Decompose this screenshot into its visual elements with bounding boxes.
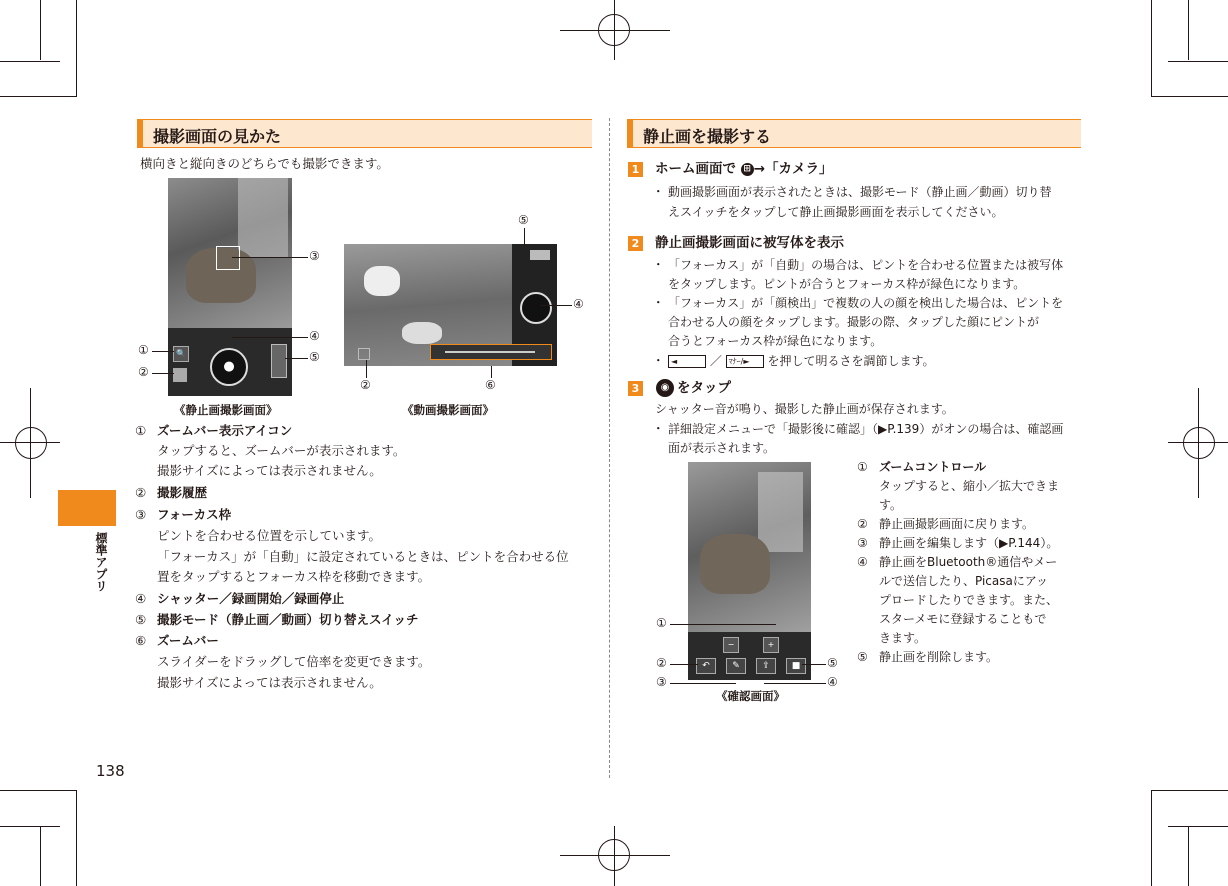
item-desc: プロードしたりできます。また、 [879,593,1059,607]
callout-2: ② [138,365,149,379]
bullet-text: 「フォーカス」が「顔検出」で複数の人の顔を検出した場合は、ピントを [668,296,1064,310]
bullet-text: 「フォーカス」が「自動」の場合は、ピントを合わせる位置または被写体 [668,258,1064,272]
callout-6: ⑥ [485,378,496,392]
zoom-bar-icon[interactable]: 🔍 [173,346,189,362]
callout-line [540,305,572,306]
step-number: 2 [628,236,643,251]
focus-frame [216,246,240,270]
item-number: ⑤ [135,612,147,627]
manner-key: ﾏﾅｰ/► [726,355,764,368]
registration-mark [1183,427,1215,459]
callout-line [152,351,174,352]
item-number: ③ [857,536,868,550]
item-number: ④ [135,591,147,606]
intro-text: 横向きと縦向きのどちらでも撮影できます。 [140,156,389,171]
section-title: 撮影画面の見かた [153,127,282,146]
crop-mark [1168,826,1228,827]
crop-mark [0,790,77,791]
item-number: ② [135,485,147,500]
callout-2: ② [656,656,667,670]
item-title: シャッター／録画開始／録画停止 [157,591,345,606]
volume-down-key: ◄ [668,355,706,368]
step-1-pre: ホーム画面で [655,161,736,177]
bullet-text: 面が表示されます。 [668,441,776,455]
callout-2: ② [360,378,371,392]
item-desc: 静止画をBluetooth®通信やメー [879,555,1058,569]
bullet-dot: ・ [652,353,665,368]
item-desc: きます。 [879,631,927,645]
step-number: 3 [628,381,643,396]
callout-line [802,664,826,665]
step-number: 1 [628,162,643,177]
zoom-slider-track [445,351,535,353]
callout-line [524,228,525,246]
history-thumbnail[interactable] [358,348,370,360]
item-title: 撮影履歴 [157,485,208,500]
bullet-text: えスイッチをタップして静止画撮影画面を表示してください。 [668,205,1004,219]
callout-line [232,337,308,338]
callout-1: ① [138,343,149,357]
bullet-dot: ・ [652,257,665,272]
item-desc: 置をタップするとフォーカス枠を移動できます。 [157,569,431,584]
item-number: ⑤ [857,650,868,664]
cat-shape [402,322,442,344]
section-header-left [137,119,592,148]
share-icon[interactable]: ⇪ [756,658,776,674]
window-light [758,472,803,552]
still-camera-screenshot [168,178,292,396]
item-desc: タップすると、縮小／拡大できま [879,479,1060,493]
item-title: フォーカス枠 [157,507,232,522]
callout-line [670,664,698,665]
cat-shape [700,534,770,594]
step-3-desc: シャッター音が鳴り、撮影した静止画が保存されます。 [655,402,954,416]
callout-line [366,360,367,378]
video-camera-screenshot [344,244,557,366]
crop-mark [1151,0,1152,96]
item-number: ① [857,460,868,474]
crop-mark [1168,61,1228,62]
step-1-post: →「カメラ」 [753,161,833,177]
key-instruction [668,352,935,370]
record-button[interactable] [520,292,552,324]
side-tab [58,490,116,526]
bullet-text: をタップします。ピントが合うとフォーカス枠が緑色になります。 [668,277,1026,291]
crop-mark [0,96,77,97]
callout-5: ⑤ [309,350,320,364]
side-tab-label: 標準アプリ [94,532,108,592]
step-1-title [655,160,833,178]
item-number: ⑥ [135,633,147,648]
callout-3: ③ [656,675,667,689]
bullet-text: 詳細設定メニューで「撮影後に確認」（▶P.139）がオンの場合は、確認画 [668,422,1064,436]
item-title: ズームバー表示アイコン [157,423,293,438]
crop-mark [1151,790,1228,791]
zoom-in-icon[interactable]: + [763,637,779,653]
callout-line [232,257,308,258]
bullet-dot: ・ [652,421,665,436]
back-icon[interactable]: ↶ [696,658,716,674]
crop-mark [1188,826,1189,886]
step-3-title: をタップ [677,380,731,396]
item-title: ズームコントロール [879,460,987,474]
crop-mark [40,826,41,886]
caption-still: 《静止画撮影画面》 [174,403,278,417]
confirm-screenshot [688,462,811,680]
crop-mark [0,826,60,827]
history-thumbnail[interactable] [173,368,187,382]
item-number: ① [135,423,147,438]
page-number: 138 [96,762,125,780]
item-desc: 静止画撮影画面に戻ります。 [879,517,1035,531]
item-desc: 撮影サイズによっては表示されません。 [157,675,382,690]
callout-4: ④ [827,675,838,689]
callout-1: ① [656,616,667,630]
callout-line [670,624,776,625]
column-divider [609,118,610,778]
item-desc: 「フォーカス」が「自動」に設定されているときは、ピントを合わせる位 [157,549,569,564]
edit-icon[interactable]: ✎ [726,658,746,674]
item-title: 撮影モード（静止画／動画）切り替えスイッチ [157,612,419,627]
zoom-out-icon[interactable]: − [723,637,739,653]
crop-mark [40,0,41,60]
item-number: ④ [857,555,868,569]
mode-switch[interactable] [271,344,287,378]
callout-4: ④ [309,329,320,343]
item-desc: スターメモに登録することもで [879,612,1047,626]
step-2-title: 静止画撮影画面に被写体を表示 [655,235,844,251]
section-title: 静止画を撮影する [643,127,772,146]
callout-5: ⑤ [827,656,838,670]
item-desc: す。 [879,498,903,512]
header-accent-bar [627,120,633,147]
item-desc: 静止画を編集します（▶P.144）。 [879,536,1059,550]
registration-mark [598,839,630,871]
crop-mark [0,61,60,62]
delete-icon[interactable]: ■ [786,658,806,674]
item-desc: ピントを合わせる位置を示しています。 [157,528,382,543]
crop-mark [1151,96,1228,97]
item-number: ③ [135,507,147,522]
key-text: を押して明るさを調節します。 [767,354,935,368]
bullet-text: 合わせる人の顔をタップします。撮影の際、タップした顔にピントが [668,315,1040,329]
crop-mark [1188,0,1189,60]
window-light [238,178,288,258]
bullet-dot: ・ [652,184,665,199]
item-desc: 静止画を削除します。 [879,650,999,664]
camera-icon: ◉ [656,379,674,397]
item-desc: スライダーをドラッグして倍率を変更できます。 [157,654,431,669]
crop-mark [76,790,77,886]
callout-line [152,373,174,374]
item-title: ズームバー [157,633,219,648]
callout-4: ④ [573,297,584,311]
callout-line [670,683,736,684]
callout-3: ③ [309,249,320,263]
bullet-text: 動画撮影画面が表示されたときは、撮影モード（静止画／動画）切り替 [668,185,1052,199]
callout-line [764,683,826,684]
apps-icon: ⊞ [741,163,754,176]
item-desc: ルで送信したり、Picasaにアッ [879,574,1049,588]
callout-5: ⑤ [518,213,529,227]
callout-line [285,358,308,359]
item-desc: タップすると、ズームバーが表示されます。 [157,443,406,458]
bullet-dot: ・ [652,295,665,310]
item-desc: 撮影サイズによっては表示されません。 [157,463,382,478]
caption-video: 《動画撮影画面》 [402,403,494,417]
crop-mark [76,0,77,96]
crop-mark [1151,790,1152,886]
zoom-bar[interactable] [430,344,552,360]
callout-line [491,366,492,378]
caption-confirm: 《確認画面》 [716,689,785,703]
item-number: ② [857,517,868,531]
header-accent-bar [137,120,143,147]
registration-mark [15,427,47,459]
mode-switch[interactable] [530,250,550,260]
key-separator: ／ [709,354,722,368]
bullet-text: 合うとフォーカス枠が緑色になります。 [668,334,883,348]
camera-shutter-icon[interactable]: ● [210,348,248,386]
registration-mark [598,14,630,46]
section-header-right [627,119,1081,148]
cat-shape [364,266,400,296]
